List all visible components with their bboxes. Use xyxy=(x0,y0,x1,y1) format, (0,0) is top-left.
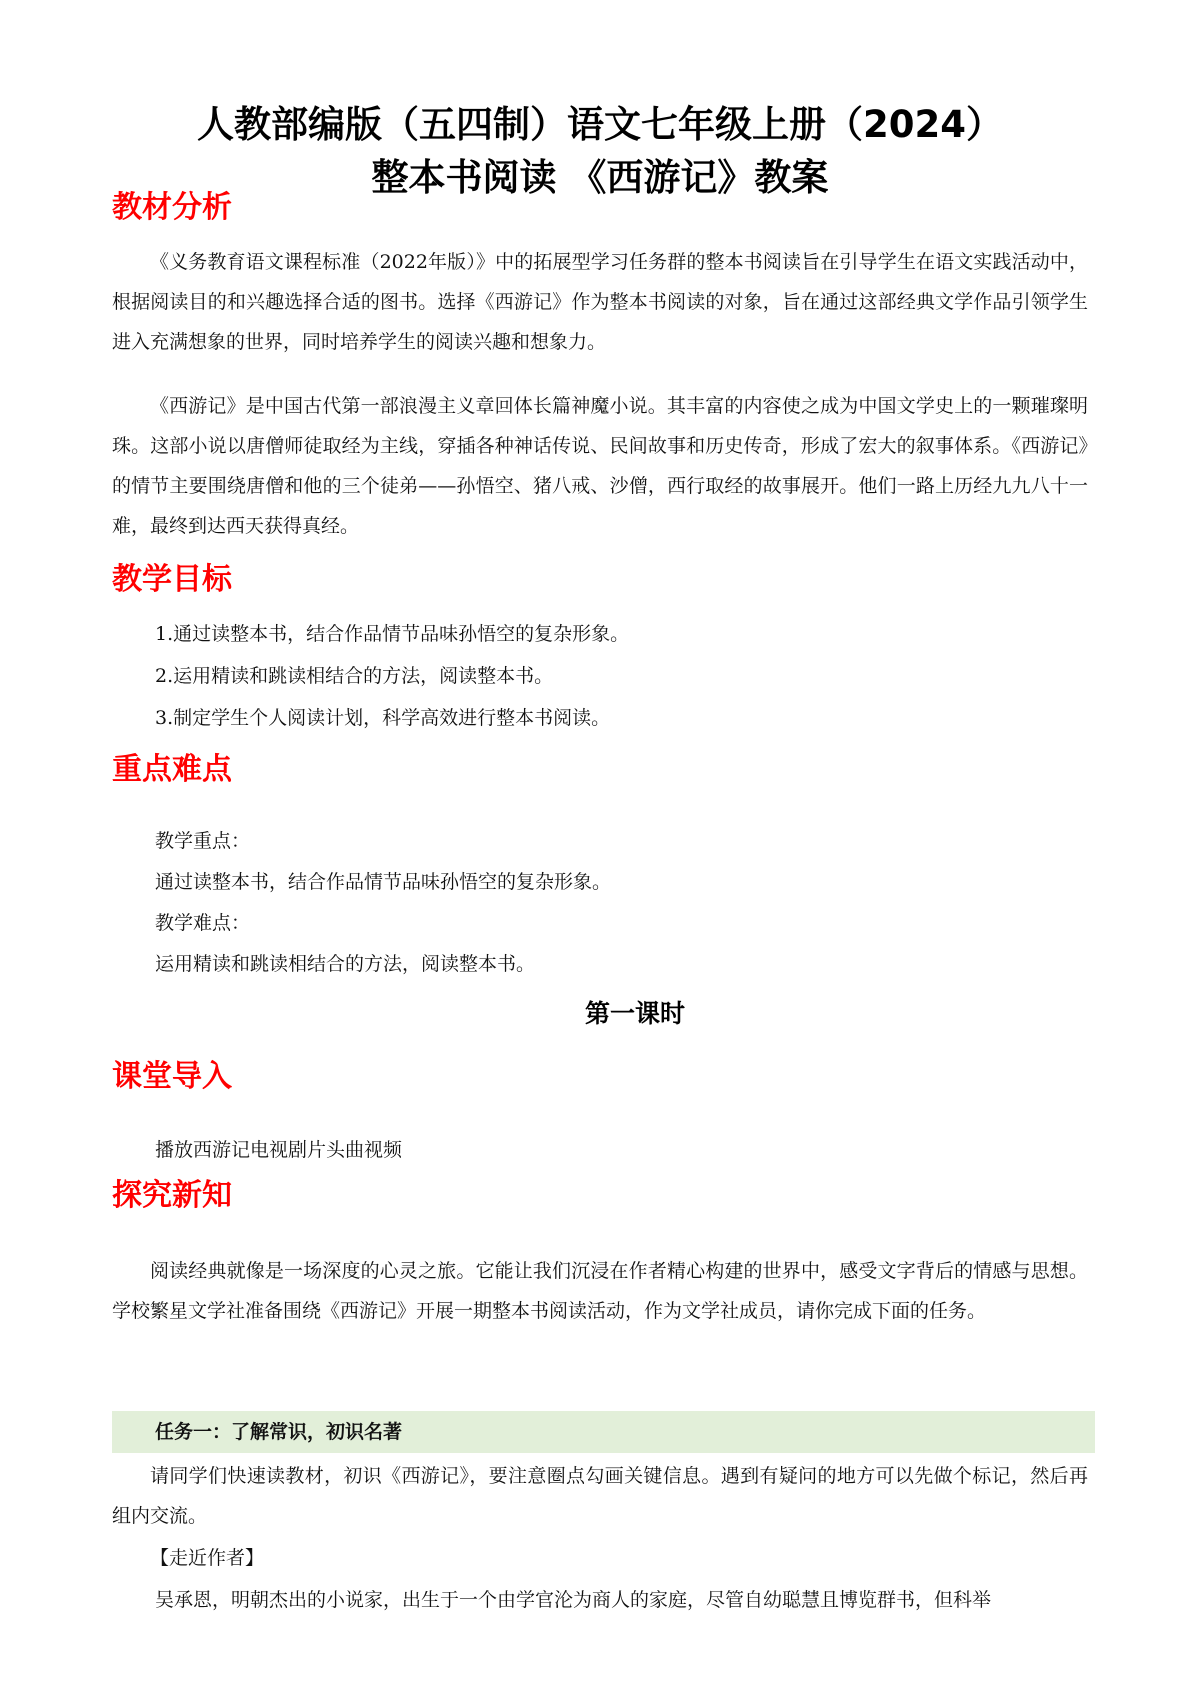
paragraph-material-analysis-1: 《义务教育语文课程标准（2022年版）》中的拓展型学习任务群的整本书阅读旨在引导学生在语文实践活动中，根据阅读目的和兴趣选择合适的图书。选择《西游记》作为整本书阅读的对象，旨在通过这部经典文学作品引领学生进入充满想象的世界，同时培养学生的阅读兴趣和想象力。 xyxy=(112,251,1088,353)
task-1-label: 任务一：了解常识，初识名著 xyxy=(155,1421,403,1443)
lesson-title: 第一课时 xyxy=(584,999,685,1028)
section-heading-key-points: 重点难点 xyxy=(112,752,232,787)
section-heading-intro: 课堂导入 xyxy=(112,1059,232,1094)
document-title-line-1: 人教部编版（五四制）语文七年级上册（2024） xyxy=(197,103,1003,146)
paragraph-material-analysis-2: 《西游记》是中国古代第一部浪漫主义章回体长篇神魔小说。其丰富的内容使之成为中国文学史上的一颗璀璨明珠。这部小说以唐僧师徒取经为主线，穿插各种神话传说、民间故事和历史传奇，形成了宏大的叙事体系。《西游记》的情节主要围绕唐僧和他的三个徒弟——孙悟空、猪八戒、沙僧，西行取经的故事展开。他们一路上历经九九八十一难，最终到达西天获得真经。 xyxy=(112,395,1088,537)
section-heading-material-analysis: 教材分析 xyxy=(112,190,232,225)
difficulty-label: 教学难点： xyxy=(155,912,251,934)
section-heading-teaching-goals: 教学目标 xyxy=(112,562,232,597)
teaching-goal-item-1: 1.通过读整本书，结合作品情节品味孙悟空的复杂形象。 xyxy=(155,623,630,645)
difficulty-text: 运用精读和跳读相结合的方法，阅读整本书。 xyxy=(155,953,536,975)
paragraph-author: 吴承恩，明朝杰出的小说家，出生于一个由学官沦为商人的家庭，尽管自幼聪慧且博览群书，但科举 xyxy=(155,1589,992,1611)
paragraph-explore: 阅读经典就像是一场深度的心灵之旅。它能让我们沉浸在作者精心构建的世界中，感受文字背后的情感与思想。学校繁星文学社准备围绕《西游记》开展一期整本书阅读活动，作为文学社成员，请你完成下面的任务。 xyxy=(112,1260,1088,1322)
document-title-line-2: 整本书阅读 《西游记》教案 xyxy=(371,156,829,199)
section-heading-explore: 探究新知 xyxy=(112,1178,232,1213)
author-section-label: 【走近作者】 xyxy=(150,1547,265,1569)
task-1-banner xyxy=(112,1411,1095,1453)
paragraph-task-1: 请同学们快速读教材，初识《西游记》，要注意圈点勾画关键信息。遇到有疑问的地方可以先做个标记，然后再组内交流。 xyxy=(112,1465,1088,1527)
key-point-label: 教学重点： xyxy=(155,830,251,852)
key-point-text: 通过读整本书，结合作品情节品味孙悟空的复杂形象。 xyxy=(155,871,612,893)
teaching-goal-item-3: 3.制定学生个人阅读计划，科学高效进行整本书阅读。 xyxy=(155,707,611,729)
intro-text: 播放西游记电视剧片头曲视频 xyxy=(155,1139,403,1161)
teaching-goal-item-2: 2.运用精读和跳读相结合的方法，阅读整本书。 xyxy=(155,665,554,687)
